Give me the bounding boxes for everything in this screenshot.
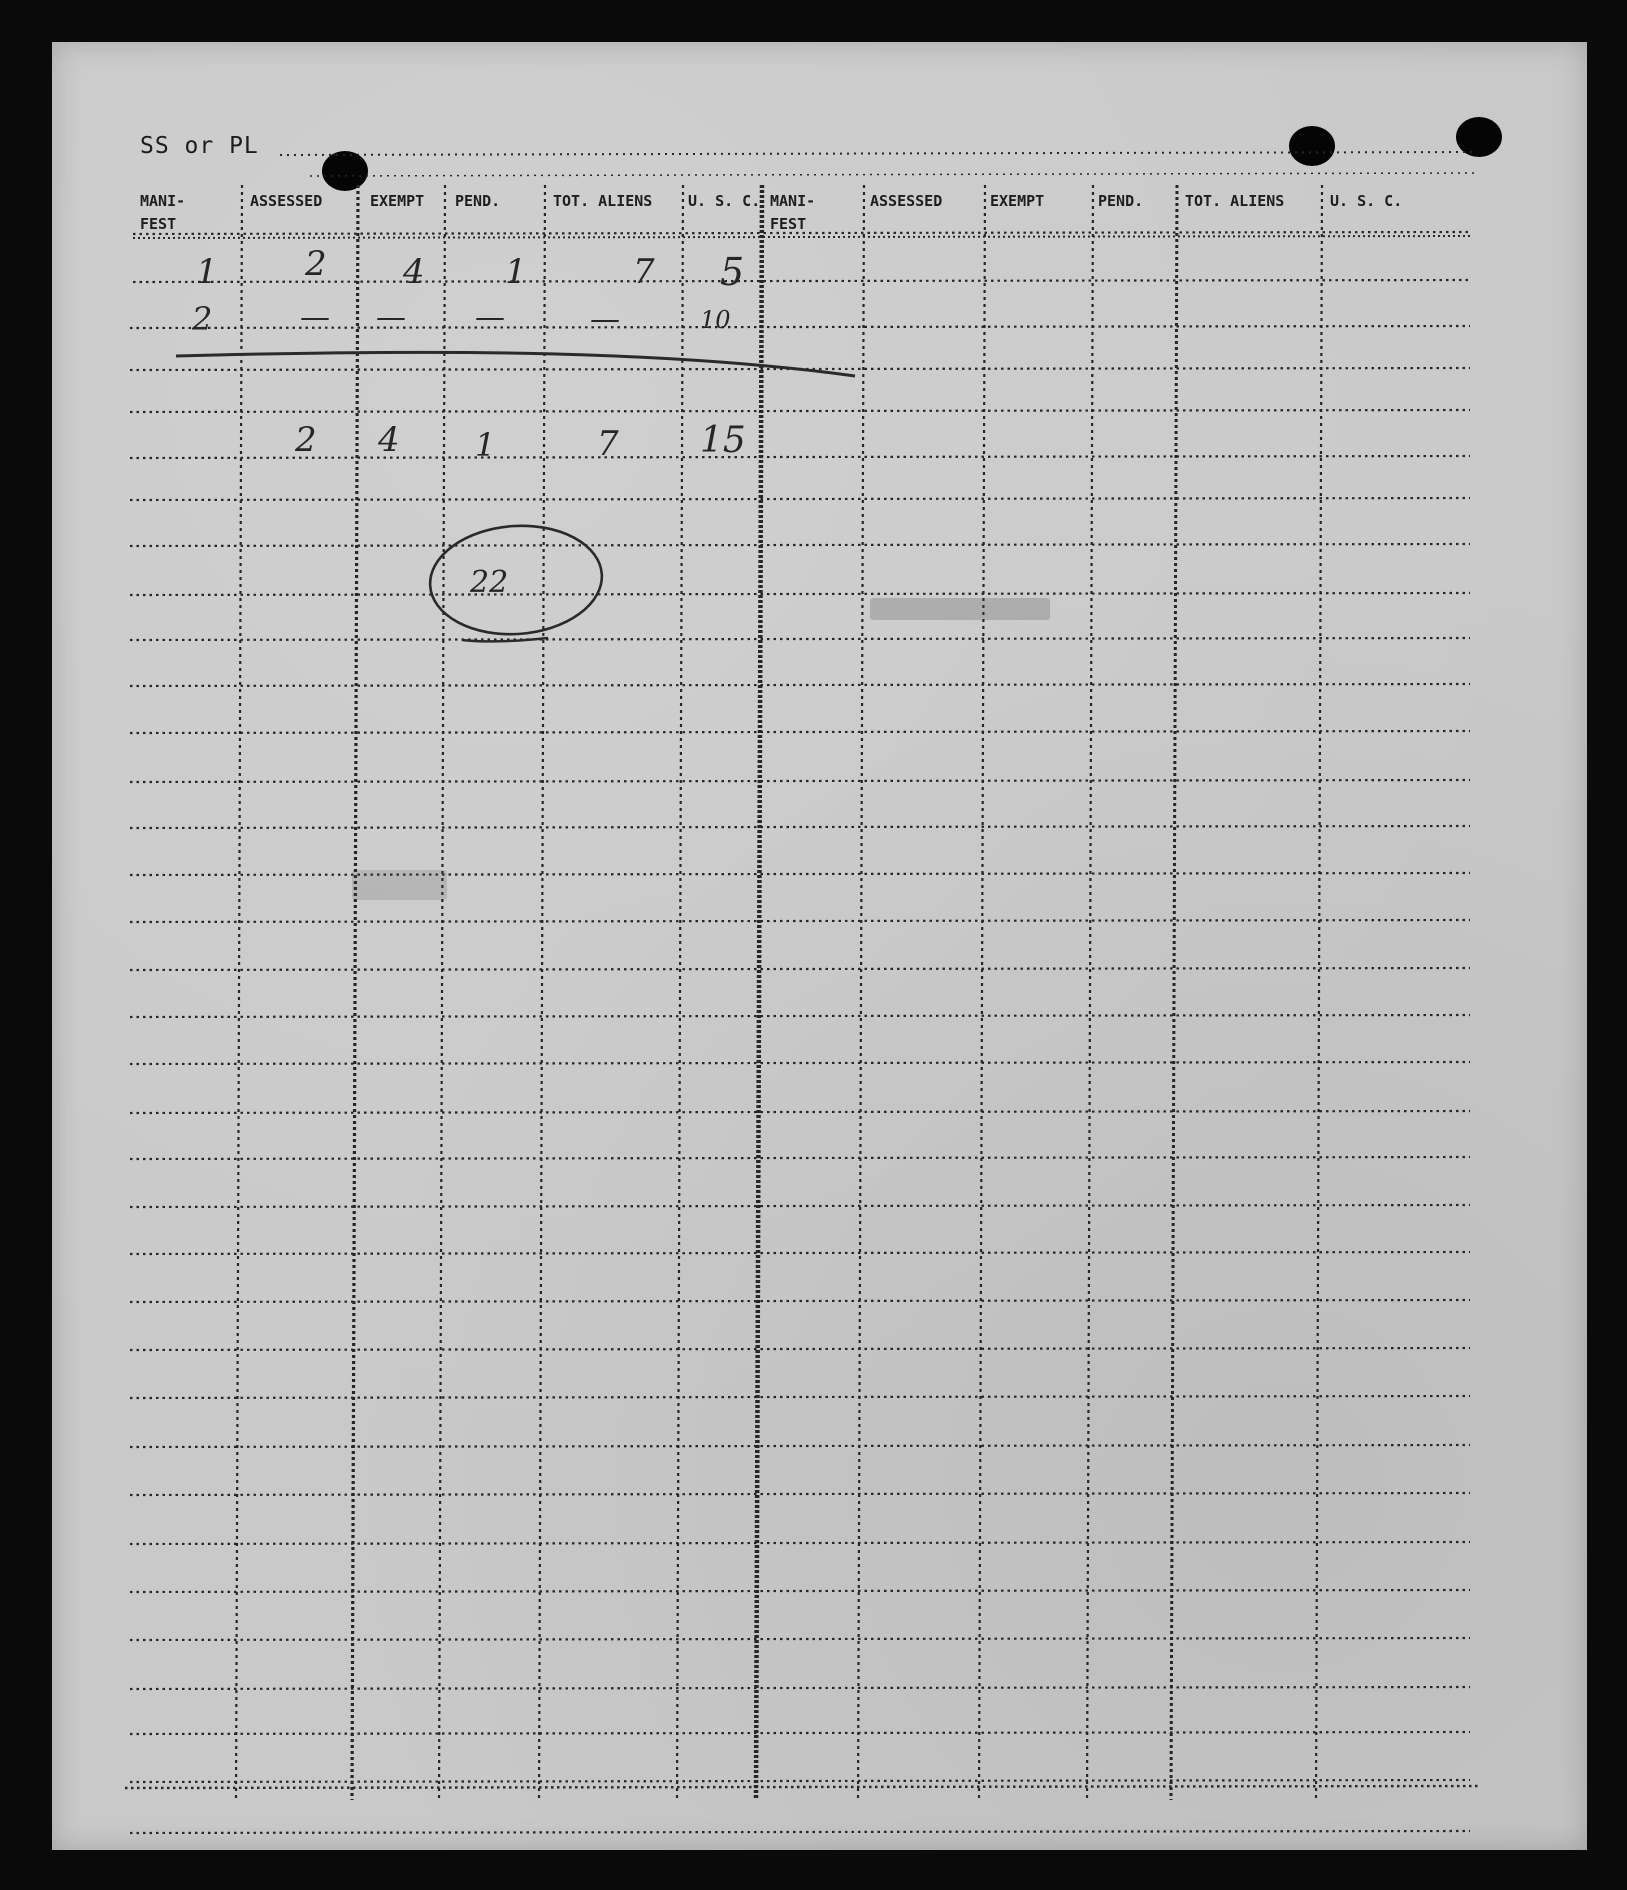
grid-column-line bbox=[539, 185, 545, 1800]
grid-column-line bbox=[1087, 185, 1093, 1800]
grid-row-line bbox=[130, 1015, 1470, 1017]
grid-row-line bbox=[130, 1111, 1470, 1113]
handwritten-total-rule bbox=[176, 352, 855, 376]
row2-exempt: — bbox=[376, 300, 406, 335]
grid-row-line bbox=[130, 826, 1470, 828]
row2-assessed: — bbox=[300, 300, 330, 335]
grid-row-line bbox=[130, 684, 1470, 686]
header-right-manifest-line2: FEST bbox=[770, 215, 807, 233]
total-assessed: 2 bbox=[295, 420, 317, 460]
header-right-exempt: EXEMPT bbox=[990, 192, 1045, 210]
header-left-pend: PEND. bbox=[455, 192, 501, 210]
grid-row-line bbox=[130, 873, 1470, 875]
grid-row-line bbox=[130, 1542, 1470, 1544]
grid-column-line bbox=[1316, 185, 1322, 1800]
ss-entry-line bbox=[280, 152, 1475, 155]
grid-row-line bbox=[130, 410, 1470, 412]
grid-row-line bbox=[130, 1062, 1470, 1064]
grid-row-line bbox=[130, 1252, 1470, 1254]
grid-bottom-line bbox=[125, 1786, 1480, 1788]
total-pend: 1 bbox=[475, 426, 496, 464]
row1-exempt: 4 bbox=[403, 252, 425, 292]
grid-row-line bbox=[130, 498, 1470, 500]
ss-or-pl-label: SS or PL bbox=[140, 133, 259, 159]
grid-row-line bbox=[130, 1780, 1470, 1782]
row2-usc: 10 bbox=[700, 306, 731, 334]
grid-row-line bbox=[130, 456, 1470, 458]
grid-row-line bbox=[130, 1638, 1470, 1640]
grid-row-line bbox=[130, 1157, 1470, 1159]
ss-entry-line-2 bbox=[310, 173, 1475, 176]
grid-row-line bbox=[130, 1205, 1470, 1207]
total-exempt: 4 bbox=[378, 420, 400, 460]
grid-row-line bbox=[130, 1687, 1470, 1689]
grid-row-line bbox=[130, 1300, 1470, 1302]
header-right-pend: PEND. bbox=[1098, 192, 1144, 210]
header-left-manifest bbox=[140, 190, 185, 236]
grid-row-line bbox=[130, 968, 1470, 970]
header-right-manifest bbox=[770, 190, 815, 236]
grid-column-line bbox=[1171, 185, 1177, 1800]
grid-column-line bbox=[352, 185, 358, 1800]
header-left-assessed: ASSESSED bbox=[250, 192, 323, 210]
grid-column-line bbox=[677, 185, 683, 1800]
grid-column-line bbox=[236, 185, 242, 1800]
grid-row-line bbox=[130, 1590, 1470, 1592]
header-right-usc: U. S. C. bbox=[1330, 192, 1403, 210]
grid-column-line bbox=[439, 185, 445, 1800]
grid-row-line bbox=[130, 544, 1470, 546]
row2-pend: — bbox=[475, 300, 505, 335]
grand-total-circle bbox=[426, 520, 605, 640]
row1-manifest: 1 bbox=[196, 252, 218, 292]
row1-usc: 5 bbox=[720, 250, 745, 294]
grid-row-line bbox=[130, 780, 1470, 782]
header-underline bbox=[133, 236, 1470, 238]
row2-manifest: 2 bbox=[192, 300, 213, 338]
row1-assessed: 2 bbox=[305, 244, 327, 284]
grid-row-line bbox=[130, 920, 1470, 922]
grid-row-line bbox=[130, 1831, 1470, 1833]
grid-row-line bbox=[130, 1732, 1470, 1734]
header-left-manifest-line1: MANI- bbox=[140, 192, 186, 210]
row1-tot-aliens: 7 bbox=[633, 252, 655, 292]
header-right-tot-aliens: TOT. ALIENS bbox=[1185, 192, 1285, 210]
total-usc: 15 bbox=[700, 420, 746, 461]
header-left-manifest-line2: FEST bbox=[140, 215, 177, 233]
row1-pend: 1 bbox=[505, 252, 527, 292]
total-tot-aliens: 7 bbox=[597, 424, 619, 464]
grid-column-line bbox=[858, 185, 864, 1800]
grid-column-line bbox=[979, 185, 985, 1800]
circled-total: 22 bbox=[470, 565, 509, 600]
row2-tot-aliens: — bbox=[590, 302, 620, 337]
grid-row-line bbox=[130, 731, 1470, 733]
grid-row-line bbox=[130, 1348, 1470, 1350]
grid-row-line bbox=[130, 1445, 1470, 1447]
grid-row-line bbox=[130, 638, 1470, 640]
bleed-through-mark bbox=[870, 598, 1050, 620]
header-right-manifest-line1: MANI- bbox=[770, 192, 816, 210]
grid-row-line bbox=[133, 280, 1470, 282]
grid-column-line bbox=[756, 185, 762, 1800]
grid-row-line bbox=[130, 593, 1470, 595]
header-left-usc: U. S. C. bbox=[688, 192, 761, 210]
grid-row-line bbox=[130, 1493, 1470, 1495]
header-left-tot-aliens: TOT. ALIENS bbox=[553, 192, 653, 210]
header-left-exempt: EXEMPT bbox=[370, 192, 425, 210]
grid-row-line bbox=[130, 326, 1470, 328]
bleed-through-mark bbox=[352, 870, 447, 900]
header-right-assessed: ASSESSED bbox=[870, 192, 943, 210]
grid-row-line bbox=[130, 1396, 1470, 1398]
